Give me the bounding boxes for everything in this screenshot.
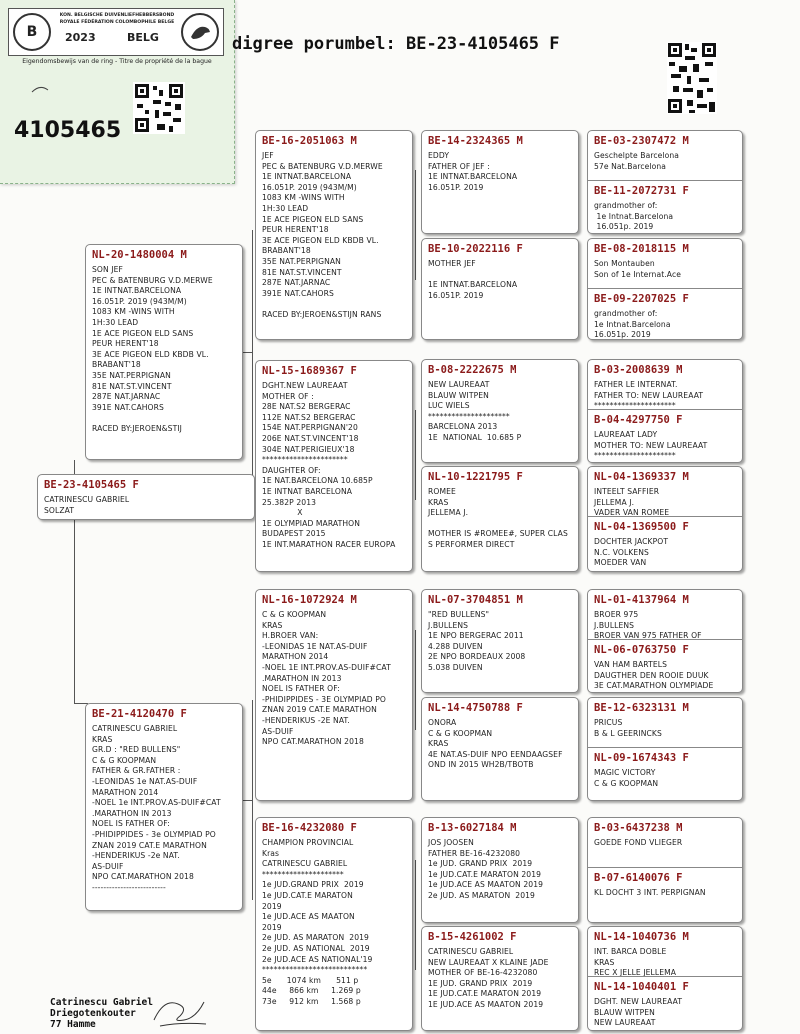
granddam-maternal-card[interactable] <box>255 817 413 1031</box>
gen4-card-9[interactable] <box>588 590 742 641</box>
gen4-card-13[interactable] <box>588 818 742 866</box>
gen4-card-8[interactable] <box>588 516 742 572</box>
gen4-pair-7 <box>587 817 743 923</box>
pigeon-details: LAUREAAT LADY MOTHER TO: NEW LAUREAAT ********************* <box>594 430 708 461</box>
pigeon-id: BE-12-6323131 M <box>594 702 689 714</box>
ring-number: 4105465 <box>14 118 122 143</box>
connector-g2a-v <box>415 170 416 280</box>
pigeon-details: PRICUS B & L GEERINCKS <box>594 718 662 738</box>
ring-country: BELG <box>127 31 159 44</box>
gen4-card-4[interactable] <box>588 288 742 340</box>
connector-subject-vertical <box>74 520 75 703</box>
gen3-card-4[interactable] <box>421 466 579 572</box>
pigeon-details: MAGIC VICTORY C & G KOOPMAN <box>594 768 659 788</box>
pigeon-details: grandmother of: 1e Intnat.Barcelona 16.051p. 2019 <box>594 201 674 232</box>
grandsire-paternal-card[interactable] <box>255 130 413 340</box>
subject-pigeon-card[interactable] <box>37 474 255 520</box>
connector-g2b-v <box>415 410 416 500</box>
gen4-card-1[interactable] <box>588 131 742 179</box>
pigeon-details: ROMEE KRAS JELLEMA J. MOTHER IS #ROMEE#, SUPER CLAS S PERFORMER DIRECT <box>428 487 568 549</box>
ring-ownership-label <box>0 0 235 184</box>
pigeon-details: MOTHER JEF 1E INTNAT.BARCELONA 16.051P. 2019 <box>428 259 518 300</box>
gen4-card-3[interactable] <box>588 239 742 287</box>
pigeon-details: CATRINESCU GABRIEL SOLZAT <box>44 495 130 515</box>
gen4-pair-4 <box>587 466 743 572</box>
pigeon-id: B-04-4297750 F <box>594 414 683 426</box>
federation-line2: ROYALE FÉDÉRATION COLOMBOPHILE BELGE <box>59 20 175 25</box>
gen4-card-15[interactable] <box>588 927 742 978</box>
pigeon-details: BROER 975 J.BULLENS BROER VAN 975 FATHER OF <box>594 610 702 641</box>
pigeon-id: NL-07-3704851 M <box>428 594 523 606</box>
pigeon-logo-icon <box>181 13 219 51</box>
gen3-card-1[interactable] <box>421 130 579 234</box>
pigeon-id: B-03-6437238 M <box>594 822 683 834</box>
pigeon-id: BE-09-2207025 F <box>594 293 689 305</box>
ownership-text: Eigendomsbewijs van de ring - Titre de propriété de la bague <box>22 58 212 65</box>
pigeon-id: BE-11-2072731 F <box>594 185 689 197</box>
pigeon-details: KL DOCHT 3 INT. PERPIGNAN <box>594 888 706 897</box>
gen3-card-8[interactable] <box>421 926 579 1031</box>
gen3-card-6[interactable] <box>421 697 579 801</box>
ring-year: 2023 <box>65 31 96 44</box>
gen4-card-12[interactable] <box>588 747 742 801</box>
pigeon-details: DOCHTER JACKPOT N.C. VOLKENS MOEDER VAN <box>594 537 669 568</box>
gen4-card-2[interactable] <box>588 180 742 234</box>
gen4-card-11[interactable] <box>588 698 742 746</box>
gen4-pair-6 <box>587 697 743 801</box>
pigeon-details: NEW LAUREAAT BLAUW WITPEN LUC WIELS ********************* BARCELONA 2013 1E NATIONAL 10.685 P <box>428 380 522 442</box>
pigeon-details: VAN HAM BARTELS DAUGTHER DEN ROOIE DUUK 3E CAT.MARATHON OLYMPIADE <box>594 660 714 691</box>
connector-g2c-v <box>415 630 416 730</box>
pigeon-details: "RED BULLENS" J.BULLENS 1E NPO BERGERAC 2011 4.288 DUIVEN 2E NPO BORDEAUX 2008 5.038 DUIVEN <box>428 610 526 672</box>
pigeon-id: NL-04-1369337 M <box>594 471 689 483</box>
pigeon-details: DGHT.NEW LAUREAAT MOTHER OF : 28E NAT.S2 BERGERAC 112E NAT.S2 BERGERAC 154E NAT.PERPIGNAN'20 206E NAT.ST.VINCENT'18 304E NAT.PERIGIEUX'18 ********************** DAUGHTER OF: 1E NAT.BARCELONA 10.685P 1E INTNAT BARCELONA 25.382P 2013 X 1E OLYMPIAD MARATHON BUDAPEST 2015 1E INT.MARATHON RACER EUROPA <box>262 381 396 549</box>
gen4-card-6[interactable] <box>588 409 742 463</box>
pigeon-id: NL-01-4137964 M <box>594 594 689 606</box>
pigeon-id: NL-10-1221795 F <box>428 471 523 483</box>
pigeon-details: JEF PEC & BATENBURG V.D.MERWE 1E INTNAT.BARCELONA 16.051P. 2019 (943M/M) 1083 KM -WINS WITH 1H:30 LEAD 1E ACE PIGEON ELD SANS PEUR HERENT'18 3E ACE PIGEON ELD KBDB VL. BRABANT'18 35E NAT.PERPIGNAN 81E NAT.ST.VINCENT 287E NAT.JARNAC 391E NAT.CAHORS RACED BY:JEROEN&STIJN RANS <box>262 151 383 319</box>
pigeon-id: NL-14-4750788 F <box>428 702 523 714</box>
gen4-pair-5 <box>587 589 743 693</box>
gen4-card-10[interactable] <box>588 639 742 693</box>
pigeon-id: NL-04-1369500 F <box>594 521 689 533</box>
sire-card[interactable] <box>85 244 243 460</box>
federation-line1: KON. BELGISCHE DUIVENLIEFHEBBERSBOND <box>59 13 175 18</box>
page-title: digree porumbel: BE-23-4105465 F <box>232 34 560 54</box>
gen4-card-7[interactable] <box>588 467 742 518</box>
pigeon-id: BE-10-2022116 F <box>428 243 523 255</box>
grandsire-maternal-card[interactable] <box>255 589 413 801</box>
federation-band <box>8 8 224 56</box>
gen3-card-5[interactable] <box>421 589 579 693</box>
pigeon-details: ONORA C & G KOOPMAN KRAS 4E NAT.AS-DUIF NPO EENDAAGSEF OND IN 2015 WH2B/TBOTB <box>428 718 563 770</box>
pigeon-id: B-13-6027184 M <box>428 822 517 834</box>
pigeon-details: CATRINESCU GABRIEL KRAS GR.D : "RED BULLENS" C & G KOOPMAN FATHER & GR.FATHER : -LEONIDAS 1e NAT.AS-DUIF MARATHON 2014 -NOEL 1e INT.PROV.AS-DUIF#CAT .MARATHON IN 2013 NOEL IS FATHER OF: -PHIDIPPIDES - 3e OLYMPIAD PO ZNAN 2019 CAT.E MARATHON -HENDERIKUS -2e NAT. AS-DUIF NPO CAT.MARATHON 2018 -------------------------- <box>92 724 221 892</box>
pigeon-details: Geschelpte Barcelona 57e Nat.Barcelona <box>594 151 680 171</box>
pigeon-details: FATHER LE INTERNAT. FATHER TO: NEW LAUREAAT ********************* <box>594 380 704 411</box>
pigeon-id: BE-14-2324365 M <box>428 135 523 147</box>
pigeon-details: SON JEF PEC & BATENBURG V.D.MERWE 1E INTNAT.BARCELONA 16.051P. 2019 (943M/M) 1083 KM -WINS WITH 1H:30 LEAD 1E ACE PIGEON ELD SANS PEUR HERENT'18 3E ACE PIGEON ELD KBDB VL. BRABANT'18 35E NAT.PERPIGNAN 81E NAT.ST.VINCENT 287E NAT.JARNAC 391E NAT.CAHORS RACED BY:JEROEN&STIJ <box>92 265 213 433</box>
gen4-pair-2 <box>587 238 743 340</box>
gen4-card-14[interactable] <box>588 867 742 923</box>
connector-sire-v <box>252 230 253 480</box>
pigeon-id: NL-16-1072924 M <box>262 594 357 606</box>
pigeon-id: NL-20-1480004 M <box>92 249 187 261</box>
pigeon-id: NL-09-1674343 F <box>594 752 689 764</box>
pigeon-id: BE-21-4120470 F <box>92 708 187 720</box>
pigeon-id: BE-08-2018115 M <box>594 243 689 255</box>
pigeon-details: JOS JOOSEN FATHER BE-16-4232080 1e JUD. GRAND PRIX 2019 1e JUD.CAT.E MARATON 2019 1e JUD.ACE AS MAATON 2019 2e JUD. AS MARATON 2019 <box>428 838 544 900</box>
pigeon-id: B-08-2222675 M <box>428 364 517 376</box>
pigeon-details: Son Montauben Son of 1e Internat.Ace <box>594 259 681 279</box>
pigeon-id: BE-23-4105465 F <box>44 479 139 491</box>
gen4-pair-8 <box>587 926 743 1031</box>
gen3-card-7[interactable] <box>421 817 579 923</box>
connector-g2d-v <box>415 860 416 970</box>
pigeon-id: NL-06-0763750 F <box>594 644 689 656</box>
gen3-card-3[interactable] <box>421 359 579 463</box>
pigeon-details: EDDY FATHER OF JEF : 1E INTNAT.BARCELONA 16.051P. 2019 <box>428 151 518 192</box>
pedigree-qr-code <box>667 42 717 114</box>
pigeon-id: B-07-6140076 F <box>594 872 683 884</box>
pigeon-id: BE-16-2051063 M <box>262 135 357 147</box>
pigeon-id: B-15-4261002 F <box>428 931 517 943</box>
pigeon-id: BE-03-2307472 M <box>594 135 689 147</box>
gen3-card-2[interactable] <box>421 238 579 340</box>
pigeon-id: NL-14-1040736 M <box>594 931 689 943</box>
pigeon-id: BE-16-4232080 F <box>262 822 357 834</box>
pigeon-id: NL-14-1040401 F <box>594 981 689 993</box>
pigeon-details: INTEELT SAFFIER JELLEMA J. VADER VAN ROMEE <box>594 487 670 518</box>
pigeon-id: NL-15-1689367 F <box>262 365 357 377</box>
gen4-card-5[interactable] <box>588 360 742 411</box>
pigeon-details: GOEDE FOND VLIEGER <box>594 838 683 847</box>
dam-card[interactable] <box>85 703 243 911</box>
gen4-card-16[interactable] <box>588 976 742 1031</box>
gen4-pair-3 <box>587 359 743 463</box>
owner-signature <box>150 990 210 1030</box>
hook-mark-icon <box>30 84 50 94</box>
pigeon-details: C & G KOOPMAN KRAS H.BROER VAN: -LEONIDAS 1E NAT.AS-DUIF MARATHON 2014 -NOEL 1E INT.PROV.AS-DUIF#CAT .MARATHON IN 2013 NOEL IS FATHER OF: -PHIDIPPIDES - 3E OLYMPIAD PO ZNAN 2019 CAT.E MARATHON -HENDERIKUS -2E NAT. AS-DUIF NPO CAT.MARATHON 2018 <box>262 610 391 747</box>
pigeon-details: CHAMPION PROVINCIAL Kras CATRINESCU GABRIEL ********************* 1e JUD.GRAND PRIX 2019 1e JUD.CAT.E MARATON 2019 1e JUD.ACE AS MAATON 2019 2e JUD. AS MARATON 2019 2e JUD. AS NATIONAL 2019 2e JUD.ACE AS NATIONAL'19 *************************** 5e 1074 km 511 p 44e 866 km 1.269 p 73e 912 km 1.568 p <box>262 838 373 1006</box>
federation-logo-icon: B <box>13 13 51 51</box>
pigeon-details: grandmother of: 1e Intnat.Barcelona 16.051p. 2019 <box>594 309 671 340</box>
gen4-pair-1 <box>587 130 743 234</box>
pigeon-id: B-03-2008639 M <box>594 364 683 376</box>
owner-address: Catrinescu Gabriel Driegotenkouter 77 Hamme <box>50 997 153 1030</box>
granddam-paternal-card[interactable] <box>255 360 413 572</box>
pigeon-details: CATRINESCU GABRIEL NEW LAUREAAT X KLAINE JADE MOTHER OF BE-16-4232080 1E JUD. GRAND PRIX 2019 1E JUD.CAT.E MARATON 2019 1E JUD.ACE AS MAATON 2019 <box>428 947 549 1009</box>
connector-dam-v <box>252 700 253 900</box>
connector-sire-top <box>74 460 75 474</box>
pigeon-details: INT. BARCA DOBLE KRAS REC X JELLE JELLEMA <box>594 947 677 978</box>
pigeon-details: DGHT. NEW LAUREAAT BLAUW WITPEN NEW LAUREAAT <box>594 997 683 1028</box>
label-qr-code <box>133 82 185 134</box>
